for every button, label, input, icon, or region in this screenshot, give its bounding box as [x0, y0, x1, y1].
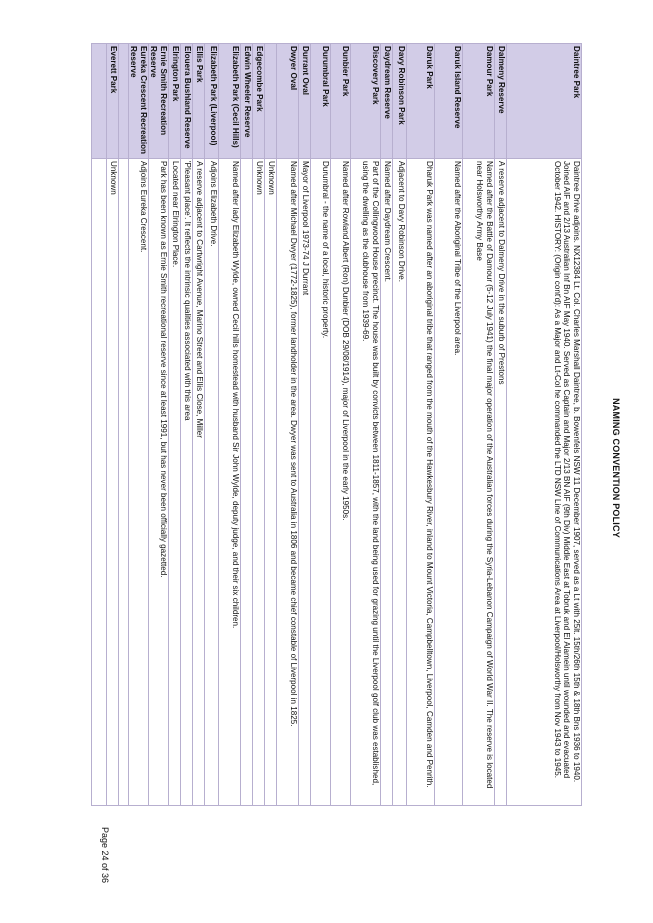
reserve-name	[264, 43, 276, 158]
table-row	[240, 43, 252, 805]
reserve-description: Park has been known as Ernie Smith recreational reserve since at least 1991, but has never been officially gazetted.	[148, 158, 168, 805]
reserve-description: Named after Rowland Albert (Ron) Dunbier (DOB 29/08/1914), major of Liverpool in the early 1950s.	[330, 158, 350, 805]
table-row	[128, 43, 148, 805]
table-row	[91, 43, 106, 805]
reserve-name: Elizabeth Park (Liverpool)	[204, 43, 218, 158]
reserve-description: Unknown	[106, 158, 118, 805]
table-row	[310, 43, 330, 805]
table-row	[406, 43, 434, 805]
table-row	[118, 43, 128, 805]
reserve-name: Daruk Island Reserve	[434, 43, 462, 158]
table-row	[180, 43, 192, 805]
reserve-description: Daintree Drive adjoins. NX12384 Lt. Col. Charles Marshall Daintree, b. Bowenfels NSW 11 December 1907, served as a Lt with 25lt. 15th/26th 15th & 18th Bns 1936 to 1940. Joined AIF and 2/13 Australian Inf Bn AIF May 1940. Served as Captain and Major 2/13 BN AIF (9th Div) Middle East at Tobruk and El Alamein until wounded and evacuated October 1942. HISTORY: (Origin cont'd): As a Major and Lt-Col he commanded the LTD NSW Line of Communications Area at Liverpool/Holsworthy from Nov 1943 to 1945.	[506, 158, 581, 805]
reserve-name: Daintree Park	[506, 43, 581, 158]
reserve-name: Eureka Crescent Recreation Reserve	[128, 43, 148, 158]
reserve-description: 'Pleasant place'. It reflects the intrinsic qualities associated with this area	[180, 158, 192, 805]
reserve-description: Adjacent to Davy Robinson Drive.	[392, 158, 406, 805]
reserve-description	[240, 158, 252, 805]
table-row	[298, 43, 310, 805]
reserve-description: Named after the Battle of Damour (5-12 July 1941) the final major operation of the Australian forces during the Syria-Lebanon Campaign of World War II. The reserve is located near Holsworthy Army Base	[462, 158, 494, 805]
table-row	[204, 43, 218, 805]
reserve-name: Damour Park	[462, 43, 494, 158]
page-header-title: NAMING CONVENTION POLICY	[611, 398, 621, 538]
reserve-name: Edwin Wheeler Reserve	[240, 43, 252, 158]
naming-table	[91, 43, 582, 806]
table-row	[434, 43, 462, 805]
reserve-name: Davy Robinson Park	[392, 43, 406, 158]
reserve-description: Named after Daydream Crescent.	[380, 158, 392, 805]
page-number: Page 24 of 36	[100, 826, 110, 884]
reserve-description: Unknown	[252, 158, 264, 805]
reserve-description: A reserve adjacent to Cartwright Avenue, Marino Street and Ellis Close, Miller	[192, 158, 204, 805]
reserve-description: Adjoins Eureka Crescent.	[128, 158, 148, 805]
reserve-description: Part of the Collingwood House precinct. The house was built by convicts between 1811-1857, with the land being used for grazing until the Liverpool golf club was established, using the dwelling as the clubhouse from 1939-69.	[350, 158, 380, 805]
reserve-description: Named after Michael Dwyer (1772-1825), former landholder in the area. Dwyer was sent to Australia in 1806 and became chief constable of Liverpool in 1825.	[276, 158, 298, 805]
reserve-description: Dharuk Park was named after an aboriginal tribe that ranged from the mouth of the Hawkesbury River, inland to Mount Victoria, Campbelltown, Liverpool, Camden and Penrith.	[406, 158, 434, 805]
reserve-name: Everett Park	[106, 43, 118, 158]
reserve-name: Dunbier Park	[330, 43, 350, 158]
reserve-description	[118, 158, 128, 805]
table-row	[252, 43, 264, 805]
reserve-name: Daruk Park	[406, 43, 434, 158]
table-row	[462, 43, 494, 805]
reserve-name: Elouera Bushland Reserve	[180, 43, 192, 158]
reserve-name: Edgecombe Park	[252, 43, 264, 158]
table-row	[506, 43, 581, 805]
table-row	[380, 43, 392, 805]
table-row	[264, 43, 276, 805]
reserve-name: Elrington Park	[168, 43, 180, 158]
table-row	[192, 43, 204, 805]
reserve-name: Durumbral Park	[310, 43, 330, 158]
reserve-name: Ernie Smith Recreation Reserve	[148, 43, 168, 158]
table-row	[168, 43, 180, 805]
table-row	[106, 43, 118, 805]
table-row	[276, 43, 298, 805]
reserve-name	[118, 43, 128, 158]
reserve-description: Unknown	[264, 158, 276, 805]
reserve-name: Discovery Park	[350, 43, 380, 158]
table-row	[350, 43, 380, 805]
reserve-name: Durrant Oval	[298, 43, 310, 158]
table-row	[218, 43, 240, 805]
reserve-description: Named after lady Elizabeth Wylde, owned Cecil hills homestead with husband Sir John Wylde, deputy judge, and their six children.	[218, 158, 240, 805]
reserve-description: Named after the Aboriginal Tribe of the Liverpool area.	[434, 158, 462, 805]
reserve-name: Dwyer Oval	[276, 43, 298, 158]
reserve-name: Dalmeny Reserve	[494, 43, 506, 158]
table-row	[330, 43, 350, 805]
naming-table-container	[91, 43, 582, 806]
table-row	[494, 43, 506, 805]
reserve-description: Mayor of Liverpool 1973-74 J Durrant	[298, 158, 310, 805]
table-row	[148, 43, 168, 805]
reserve-name: Elizabeth Park (Cecil Hills)	[218, 43, 240, 158]
reserve-description	[91, 158, 106, 805]
reserve-description: Durumbral - the name of a local, historic property.	[310, 158, 330, 805]
reserve-name: Ellis Park	[192, 43, 204, 158]
reserve-description: Adjoins Elizabeth Drive.	[204, 158, 218, 805]
reserve-name: Daydream Reserve	[380, 43, 392, 158]
reserve-name	[91, 43, 106, 158]
table-row	[392, 43, 406, 805]
reserve-description: A reserve adjacent to Dalmeny Drive in the suburb of Prestons	[494, 158, 506, 805]
reserve-description: Located near Elrington Place.	[168, 158, 180, 805]
